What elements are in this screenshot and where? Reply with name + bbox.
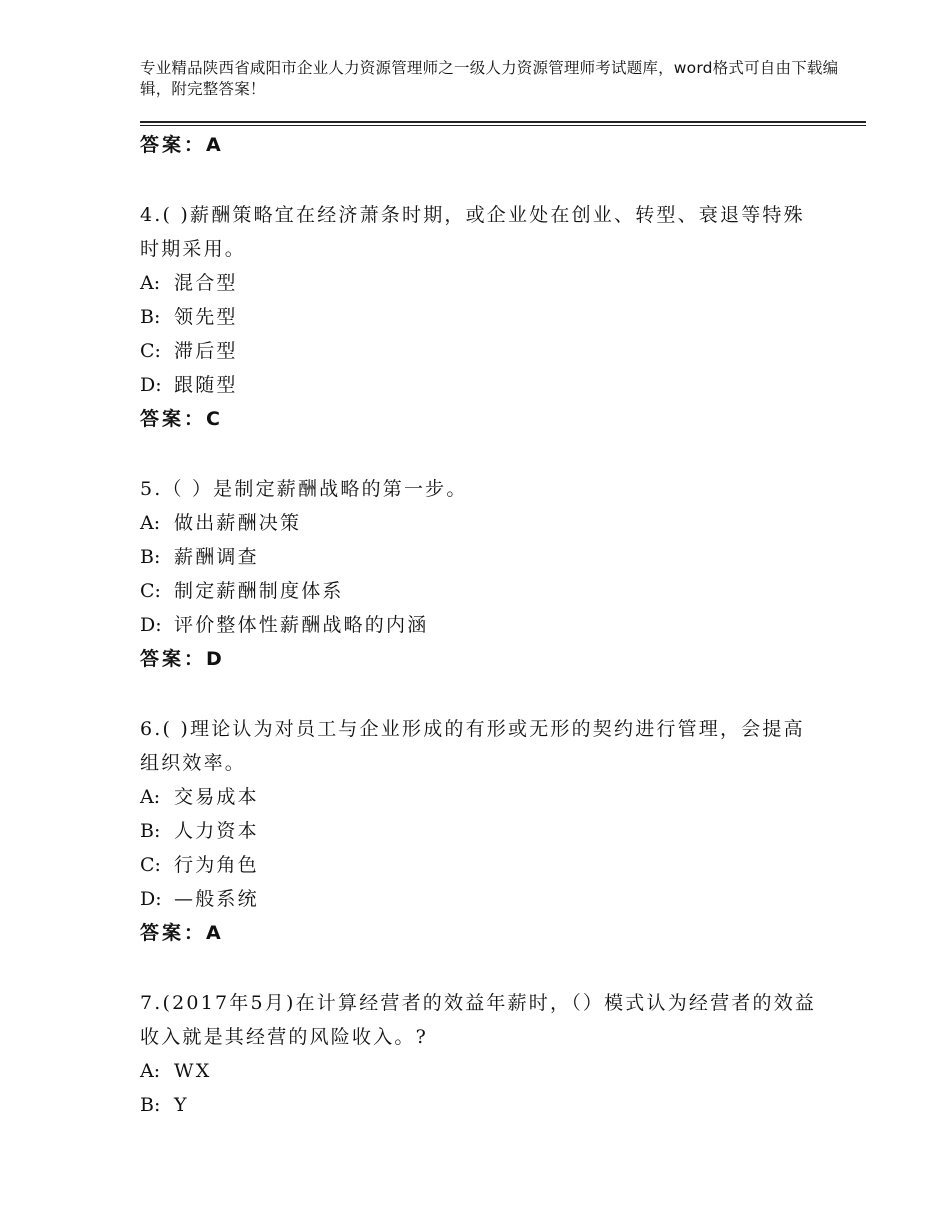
option-key: B: — [140, 1094, 161, 1116]
option-text: 交易成本 — [174, 786, 259, 808]
question-stem: 7.(2017年5月)在计算经营者的效益年薪时，（）模式认为经营者的效益收入就是其经营的风险收入。? — [140, 992, 817, 1048]
header-rule-thin — [140, 125, 866, 126]
option-text: 领先型 — [174, 306, 238, 328]
answer-value: D — [206, 648, 223, 670]
option-text: 评价整体性薪酬战略的内涵 — [174, 614, 429, 636]
option-text: 薪酬调查 — [174, 546, 259, 568]
answer-line — [140, 642, 820, 676]
answer-label: 答案： — [140, 408, 207, 430]
option-key: D: — [140, 888, 162, 910]
question-stem: 6.( )理论认为对员工与企业形成的有形或无形的契约进行管理，会提高组织效率。 — [140, 718, 805, 774]
answer-value: C — [206, 408, 221, 430]
option-key: A: — [140, 512, 161, 534]
answer-value: A — [206, 134, 222, 156]
option-key: B: — [140, 306, 161, 328]
option-a — [140, 266, 820, 300]
option-a — [140, 780, 820, 814]
option-a — [140, 1054, 820, 1088]
answer-value: A — [206, 922, 222, 944]
option-b — [140, 540, 820, 574]
option-key: A: — [140, 1060, 161, 1082]
option-c — [140, 334, 820, 368]
option-text: 人力资本 — [174, 820, 259, 842]
option-key: D: — [140, 374, 162, 396]
option-b — [140, 300, 820, 334]
answer-label: 答案： — [140, 648, 207, 670]
option-text: 滞后型 — [174, 340, 238, 362]
header-rule-thick — [140, 121, 866, 123]
option-key: A: — [140, 272, 161, 294]
answer-label: 答案： — [140, 134, 207, 156]
option-text: 混合型 — [174, 272, 238, 294]
option-key: B: — [140, 546, 161, 568]
page-header: 专业精品陕西省咸阳市企业人力资源管理师之一级人力资源管理师考试题库，word格式可自由下载编辑，附完整答案！ — [140, 59, 839, 98]
option-text: 跟随型 — [174, 374, 238, 396]
question-stem: 4.( )薪酬策略宜在经济萧条时期，或企业处在创业、转型、衰退等特殊时期采用。 — [140, 204, 805, 260]
answer-line — [140, 128, 820, 162]
option-a — [140, 506, 820, 540]
option-key: A: — [140, 786, 161, 808]
option-key: C: — [140, 854, 161, 876]
answer-line — [140, 916, 820, 950]
option-text: —般系统 — [174, 888, 259, 910]
option-c — [140, 848, 820, 882]
option-key: C: — [140, 580, 161, 602]
option-c — [140, 574, 820, 608]
option-text: 制定薪酬制度体系 — [174, 580, 344, 602]
option-b — [140, 814, 820, 848]
option-key: C: — [140, 340, 161, 362]
option-d — [140, 882, 820, 916]
option-text: WX — [174, 1060, 212, 1082]
option-b — [140, 1088, 820, 1122]
option-key: B: — [140, 820, 161, 842]
option-text: 行为角色 — [174, 854, 259, 876]
option-text: Y — [174, 1094, 189, 1116]
answer-label: 答案： — [140, 922, 207, 944]
question-stem: 5.（ ）是制定薪酬战略的第一步。 — [140, 478, 468, 500]
option-key: D: — [140, 614, 162, 636]
option-d — [140, 368, 820, 402]
question-list — [140, 128, 820, 1122]
option-text: 做出薪酬决策 — [174, 512, 302, 534]
answer-line — [140, 402, 820, 436]
option-d — [140, 608, 820, 642]
